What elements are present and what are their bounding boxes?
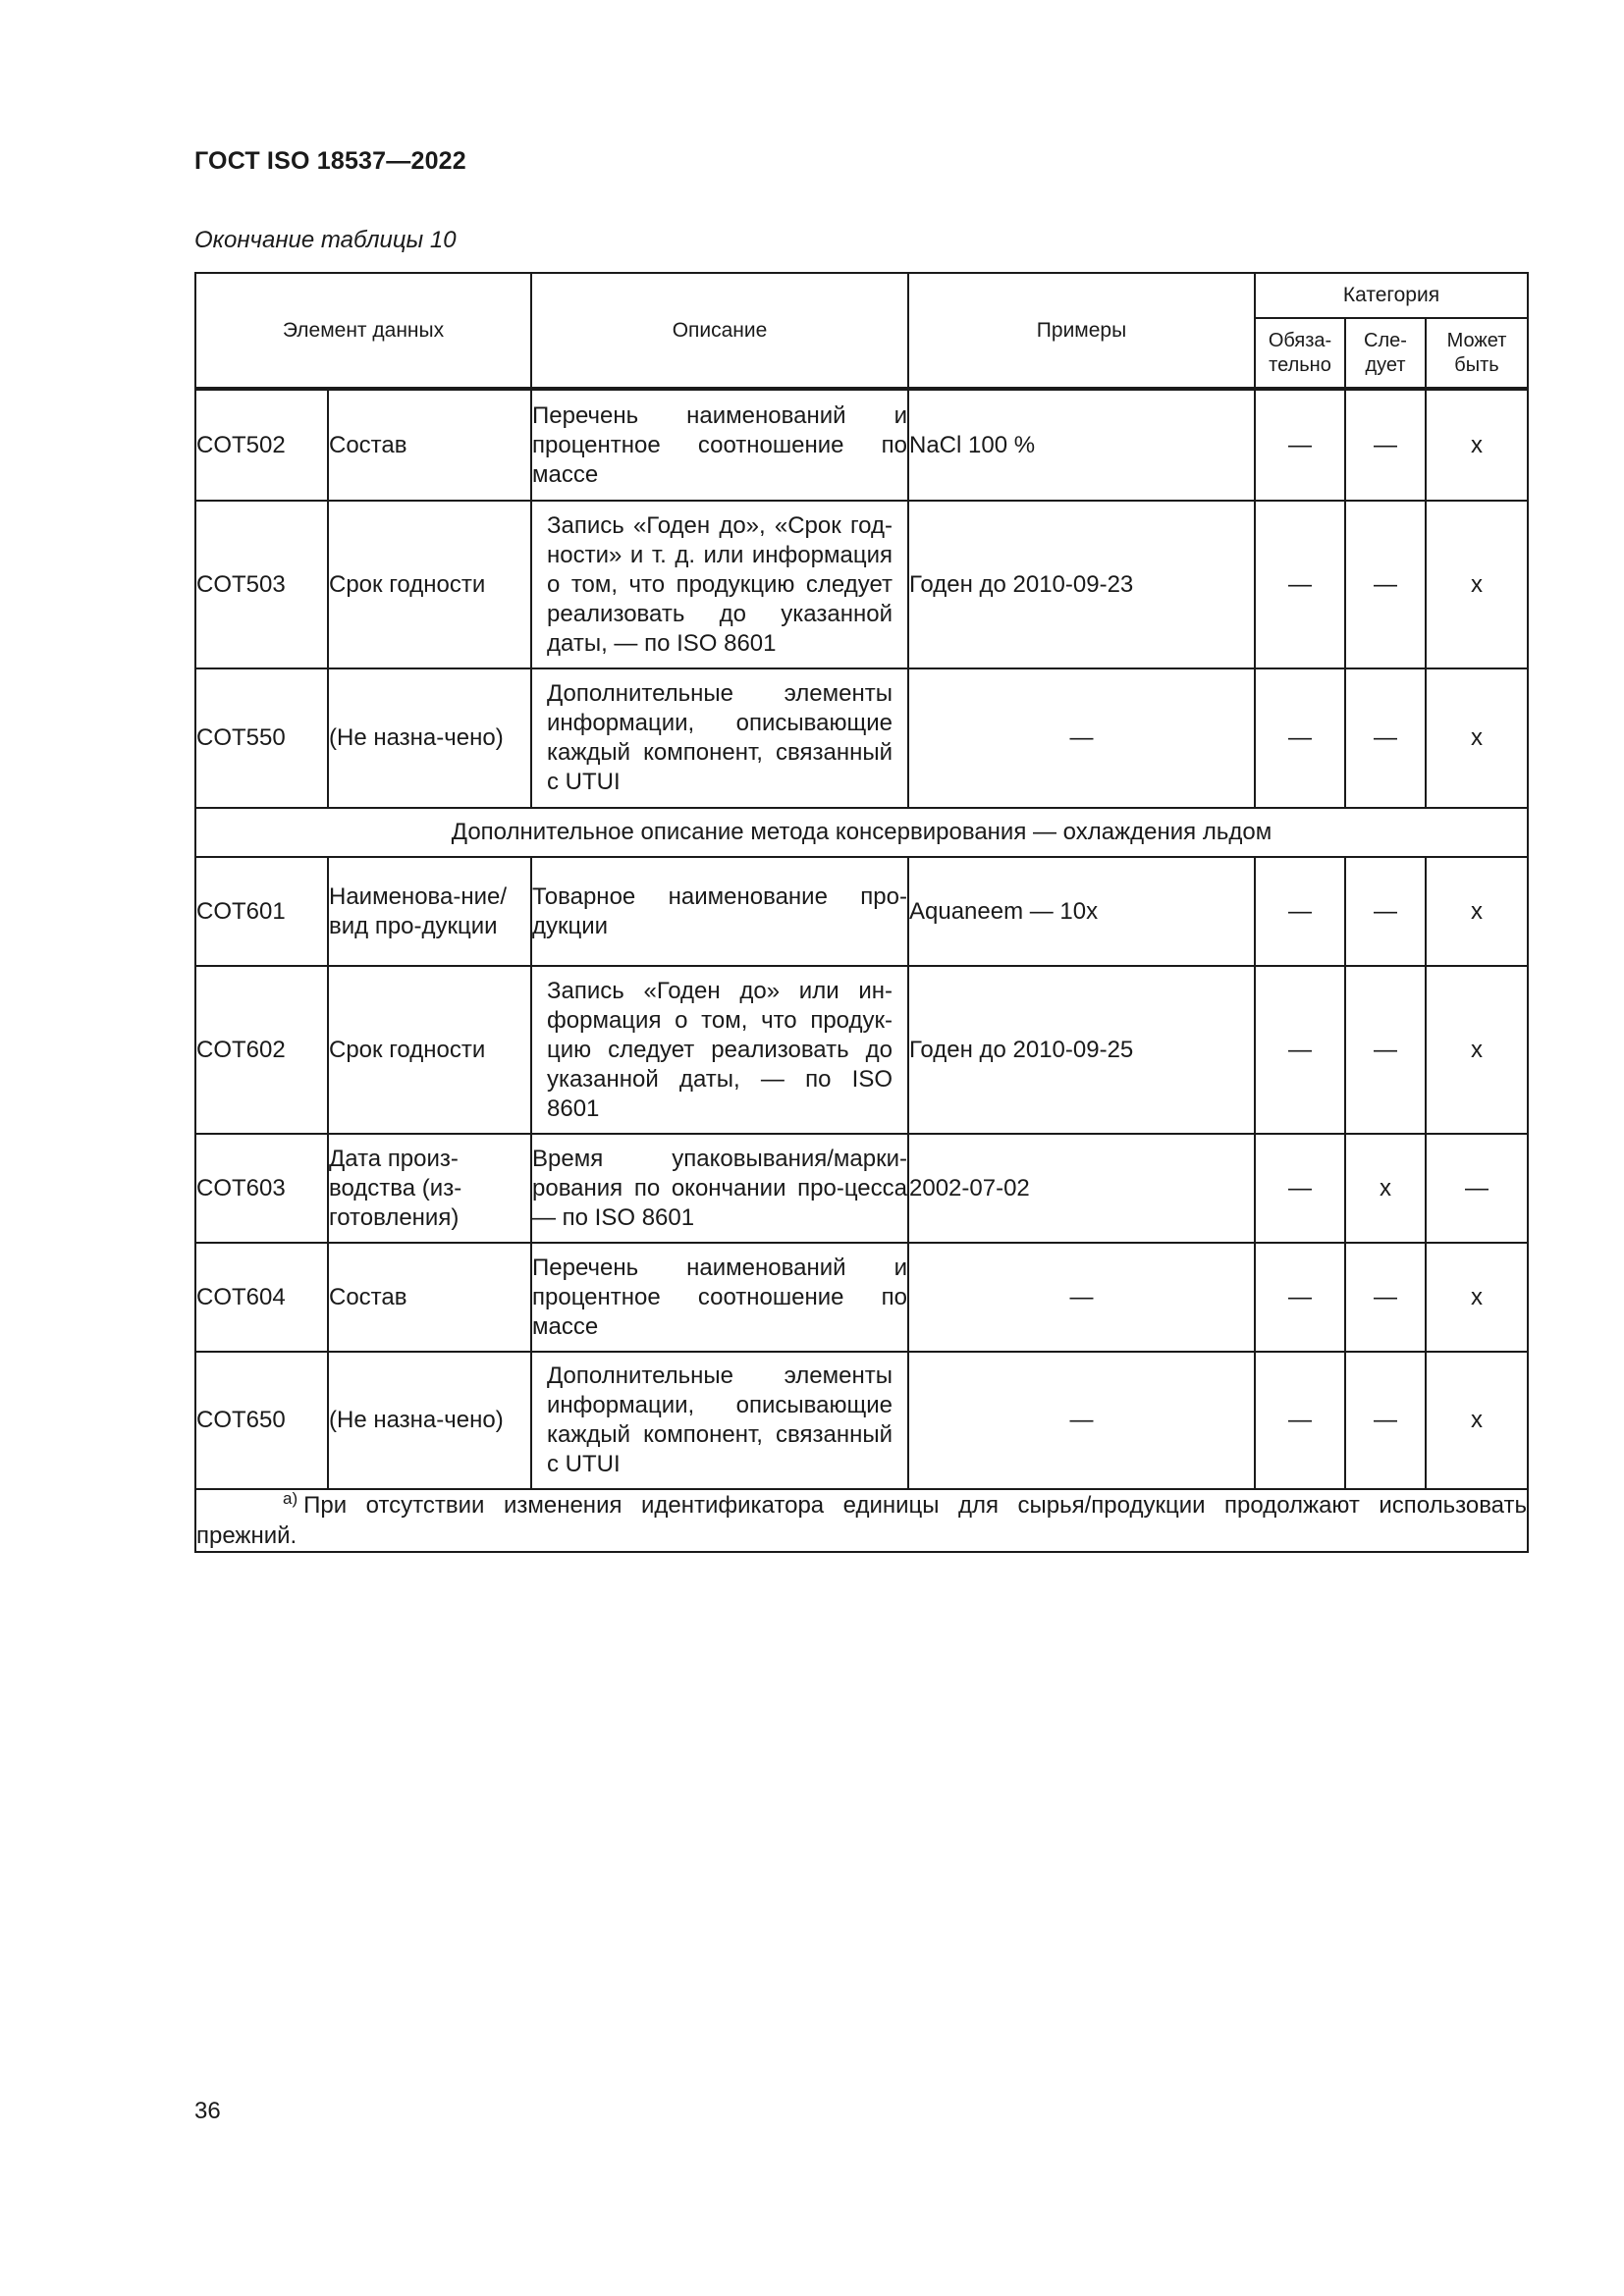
category-mandatory: —	[1255, 389, 1345, 501]
table-footnote	[195, 1489, 1528, 1552]
element-example: 2002-07-02	[908, 1134, 1255, 1243]
category-may: x	[1426, 857, 1528, 966]
category-should: —	[1345, 857, 1426, 966]
table-row	[195, 966, 1528, 1134]
footnote-line-1	[196, 1490, 1527, 1521]
category-may: x	[1426, 1352, 1528, 1489]
element-example: —	[908, 1352, 1255, 1489]
element-description: Запись «Годен до», «Срок год-ности» и т. д. или информация о том, что продукцию следует реализовать до указанной даты, — по ISO 8601	[531, 501, 908, 668]
element-code: COT502	[195, 389, 328, 501]
footnote-row	[195, 1489, 1528, 1552]
category-should: —	[1345, 1243, 1426, 1352]
col-header-description: Описание	[531, 273, 908, 389]
category-mandatory: —	[1255, 857, 1345, 966]
element-description: Дополнительные элементы информации, описывающие каждый компонент, связанный с UTUI	[531, 668, 908, 808]
category-may: x	[1426, 501, 1528, 668]
element-name: Наименова-ние/вид про-дукции	[328, 857, 531, 966]
element-code: COT601	[195, 857, 328, 966]
element-name: (Не назна-чено)	[328, 668, 531, 808]
element-name: Состав	[328, 1243, 531, 1352]
element-code: COT603	[195, 1134, 328, 1243]
data-elements-table	[194, 272, 1529, 1553]
table-row	[195, 668, 1528, 808]
category-should: —	[1345, 1352, 1426, 1489]
page-number: 36	[194, 2098, 221, 2124]
element-example: —	[908, 1243, 1255, 1352]
category-mandatory: —	[1255, 501, 1345, 668]
element-example: Годен до 2010-09-25	[908, 966, 1255, 1134]
category-should: —	[1345, 668, 1426, 808]
section-row	[195, 808, 1528, 857]
category-may: x	[1426, 966, 1528, 1134]
col-header-should: Сле- дует	[1345, 318, 1426, 389]
element-description: Дополнительные элементы информации, описывающие каждый компонент, связанный с UTUI	[531, 1352, 908, 1489]
section-title: Дополнительное описание метода консервирования — охлаждения льдом	[195, 808, 1528, 857]
element-description: Время упаковывания/марки-рования по окончании про-цесса — по ISO 8601	[531, 1134, 908, 1243]
element-name: (Не назна-чено)	[328, 1352, 531, 1489]
element-code: COT550	[195, 668, 328, 808]
element-code: COT602	[195, 966, 328, 1134]
footnote-text-2: прежний.	[196, 1522, 298, 1549]
element-name: Срок годности	[328, 501, 531, 668]
table-row	[195, 501, 1528, 668]
document-header: ГОСТ ISO 18537—2022	[194, 147, 466, 175]
category-may: x	[1426, 668, 1528, 808]
col-header-examples: Примеры	[908, 273, 1255, 389]
footnote-mark: a)	[283, 1489, 298, 1508]
table-caption: Окончание таблицы 10	[194, 227, 457, 253]
table-row	[195, 1134, 1528, 1243]
element-description: Перечень наименований и процентное соотношение по массе	[531, 1243, 908, 1352]
table-row	[195, 389, 1528, 501]
table-row	[195, 1352, 1528, 1489]
category-may: x	[1426, 389, 1528, 501]
category-mandatory: —	[1255, 966, 1345, 1134]
category-should: —	[1345, 966, 1426, 1134]
element-example: Aquaneem — 10x	[908, 857, 1255, 966]
col-header-mandatory: Обяза- тельно	[1255, 318, 1345, 389]
element-description: Запись «Годен до» или ин-формация о том, что продук-цию следует реализовать до указанной даты, — по ISO 8601	[531, 966, 908, 1134]
element-example: NaCl 100 %	[908, 389, 1255, 501]
col-header-may: Может быть	[1426, 318, 1528, 389]
element-code: COT503	[195, 501, 328, 668]
element-example: —	[908, 668, 1255, 808]
element-description: Товарное наименование про-дукции	[531, 857, 908, 966]
category-mandatory: —	[1255, 668, 1345, 808]
category-may: x	[1426, 1243, 1528, 1352]
footnote-line-2	[196, 1521, 1527, 1551]
col-header-element: Элемент данных	[195, 273, 531, 389]
table-row	[195, 1243, 1528, 1352]
element-name: Состав	[328, 389, 531, 501]
element-code: COT650	[195, 1352, 328, 1489]
category-mandatory: —	[1255, 1134, 1345, 1243]
category-mandatory: —	[1255, 1243, 1345, 1352]
element-name: Срок годности	[328, 966, 531, 1134]
category-mandatory: —	[1255, 1352, 1345, 1489]
footnote-text-1: При отсутствии изменения идентификатора единицы для сырья/продукции продолжают использовать	[303, 1492, 1527, 1519]
category-should: —	[1345, 501, 1426, 668]
element-code: COT604	[195, 1243, 328, 1352]
category-may: —	[1426, 1134, 1528, 1243]
element-example: Годен до 2010-09-23	[908, 501, 1255, 668]
element-name: Дата произ-водства (из-готовления)	[328, 1134, 531, 1243]
table-row	[195, 857, 1528, 966]
element-description: Перечень наименований и процентное соотношение по массе	[531, 389, 908, 501]
col-header-category: Категория	[1255, 273, 1528, 318]
category-should: —	[1345, 389, 1426, 501]
category-should: x	[1345, 1134, 1426, 1243]
